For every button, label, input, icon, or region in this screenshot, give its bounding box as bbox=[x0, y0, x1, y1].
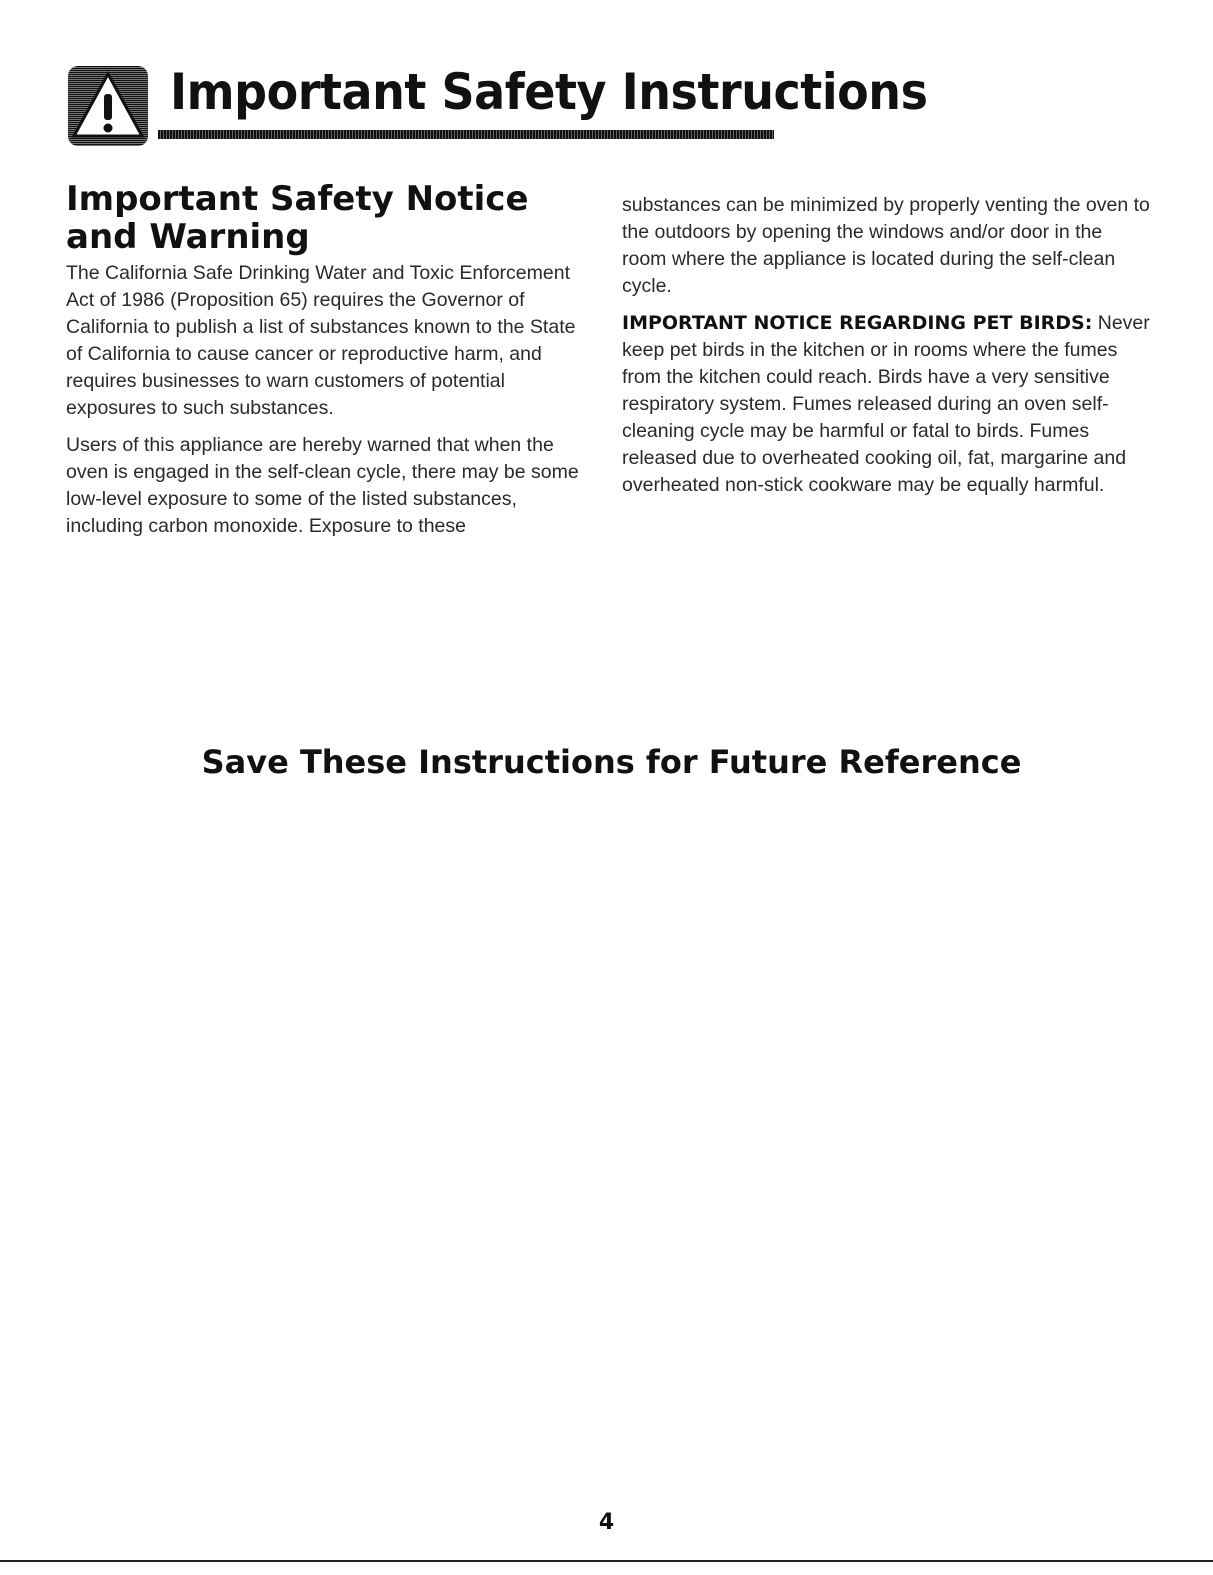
pet-birds-notice-label: IMPORTANT NOTICE REGARDING PET BIRDS: bbox=[622, 312, 1093, 334]
proposition-65-paragraph: The California Safe Drinking Water and Toxic Enforcement Act of 1986 (Proposition 65) requires the Governor of California to publish a list of substances known to the State of California to cause cancer or reproductive harm, and requires businesses to warn customers of potential exposures to such substances. bbox=[66, 262, 576, 419]
page-number: 4 bbox=[598, 1510, 615, 1535]
pet-birds-notice-text: Never keep pet birds in the kitchen or in rooms where the fumes from the kitchen could reach. Birds have a very sensitive respiratory system. Fumes released during an oven self-cleaning cycle may be harmful or fatal to birds. Fumes released due to overheated cooking oil, fat, margarine and overheated non-stick cookware may be equally harmful. bbox=[622, 312, 1150, 496]
save-instructions-banner: Save These Instructions for Future Reference bbox=[201, 743, 1022, 781]
section-heading: Important Safety Notice and Warning bbox=[66, 179, 529, 257]
warning-triangle-icon bbox=[68, 66, 148, 146]
pet-birds-paragraph bbox=[622, 310, 1150, 499]
venting-paragraph: substances can be minimized by properly venting the oven to the outdoors by opening the windows and/or door in the room where the appliance is located during the self-clean cycle. bbox=[622, 194, 1150, 297]
page-title: Important Safety Instructions bbox=[170, 63, 928, 121]
left-column bbox=[66, 180, 586, 550]
header-divider bbox=[158, 130, 774, 139]
bottom-divider bbox=[0, 1560, 1213, 1562]
self-clean-warning-paragraph: Users of this appliance are hereby warned that when the oven is engaged in the self-clean cycle, there may be some low-level exposure to some of the listed substances, including carbon monoxide. Exposure to these bbox=[66, 434, 579, 537]
right-column bbox=[622, 192, 1150, 509]
page-header bbox=[68, 62, 928, 148]
